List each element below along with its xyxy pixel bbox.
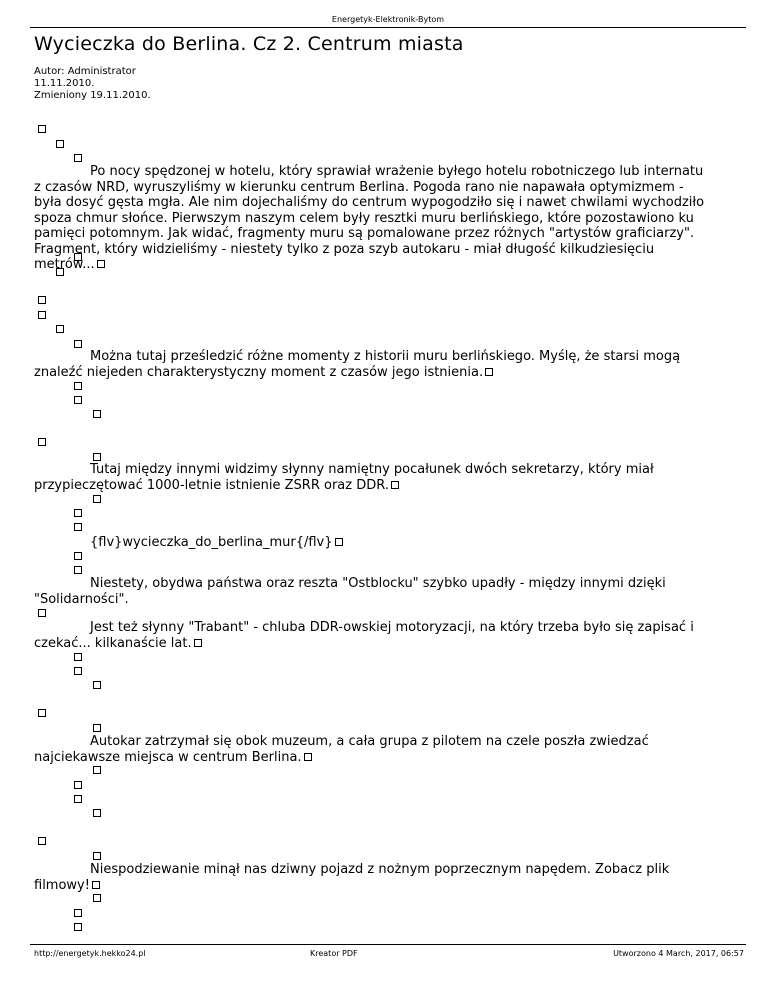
missing-image-icon [93,681,101,689]
article-paragraph: Po nocy spędzonej w hotelu, który sprawiał wrażenie byłego hotelu robotniczego lub internatu z czasów NRD, wyruszyliśmy w kierunku centrum Berlina. Pogoda rano nie napawała optymizmem - była dosyć gęsta mgła. Ale nim dojechaliśmy do centrum wypogodziło się i nawet chwilami wychodziło spoza chmur słońce. Pierwszym naszym celem były resztki muru berlińskiego, które pozostawiono ku pamięci potomnym. Jak widać, fragmenty muru są pomalowane przez różnych "artystów graficiarzy". Fragment, który widzieliśmy - niestety tylko z poza szyb autokaru - miał długość kilkudziesięciu metrów... [34,164,705,272]
missing-image-icon [56,140,64,148]
article-paragraph: Można tutaj prześledzić różne momenty z historii muru berlińskiego. Myślę, że starsi mogą znaleźć niejeden charakterystyczny moment z czasów jego istnienia. [34,349,681,380]
missing-image-icon [74,909,82,917]
article-title: Wycieczka do Berlina. Cz 2. Centrum miasta [34,33,464,55]
missing-image-icon [74,509,82,517]
missing-image-icon [74,523,82,531]
missing-image-icon [335,538,343,546]
missing-image-icon [391,481,399,489]
missing-image-icon [93,894,101,902]
missing-image-icon [74,382,82,390]
missing-image-icon [93,852,101,860]
missing-image-icon [74,667,82,675]
missing-image-icon [93,410,101,418]
article-paragraph: Niestety, obydwa państwa oraz reszta "Ostblocku" szybko upadły - między innymi dzięki "Solidarności". [34,576,666,607]
article-paragraph: Jest też słynny "Trabant" - chluba DDR-owskiej motoryzacji, na który trzeba było się zapisać i czekać... kilkanaście lat. [34,620,694,651]
header-divider [30,27,746,28]
missing-image-icon [74,781,82,789]
missing-image-icon [56,325,64,333]
missing-image-icon [38,311,46,319]
missing-image-icon [38,296,46,304]
missing-image-icon [194,639,202,647]
missing-image-icon [93,766,101,774]
missing-image-icon [304,753,312,761]
footer-generator: Kreator PDF [310,949,358,958]
missing-image-icon [93,724,101,732]
missing-image-icon [38,438,46,446]
missing-image-icon [74,253,82,261]
footer-created: Utworzono 4 March, 2017, 06:57 [613,949,744,958]
missing-image-icon [38,609,46,617]
missing-image-icon [92,881,100,889]
article-paragraph: Niespodziewanie minął nas dziwny pojazd z nożnym poprzecznym napędem. Zobacz plik filmowy! [34,862,670,893]
missing-image-icon [38,125,46,133]
missing-image-icon [93,809,101,817]
footer-url: http://energetyk.hekko24.pl [34,949,146,958]
missing-image-icon [74,566,82,574]
missing-image-icon [97,260,105,268]
missing-image-icon [485,368,493,376]
missing-image-icon [38,709,46,717]
article-paragraph: Autokar zatrzymał się obok muzeum, a cała grupa z pilotem na czele poszła zwiedzać najciekawsze miejsca w centrum Berlina. [34,734,649,765]
missing-image-icon [74,154,82,162]
article-modified: Zmieniony 19.11.2010. [34,90,151,101]
video-embed-tag: {flv}wycieczka_do_berlina_mur{/flv} [90,535,768,551]
article-paragraph: Tutaj między innymi widzimy słynny namiętny pocałunek dwóch sekretarzy, który miał przypieczętować 1000-letnie istnienie ZSRR oraz DDR. [34,462,654,493]
missing-image-icon [74,552,82,560]
missing-image-icon [74,396,82,404]
missing-image-icon [74,923,82,931]
footer-divider [30,944,746,945]
missing-image-icon [38,837,46,845]
article-author: Autor: Administrator [34,66,136,77]
missing-image-icon [93,495,101,503]
missing-image-icon [74,653,82,661]
article-date: 11.11.2010. [34,78,95,89]
missing-image-icon [74,795,82,803]
missing-image-icon [74,340,82,348]
missing-image-icon [93,453,101,461]
site-name: Energetyk-Elektronik-Bytom [331,15,445,24]
missing-image-icon [56,268,64,276]
